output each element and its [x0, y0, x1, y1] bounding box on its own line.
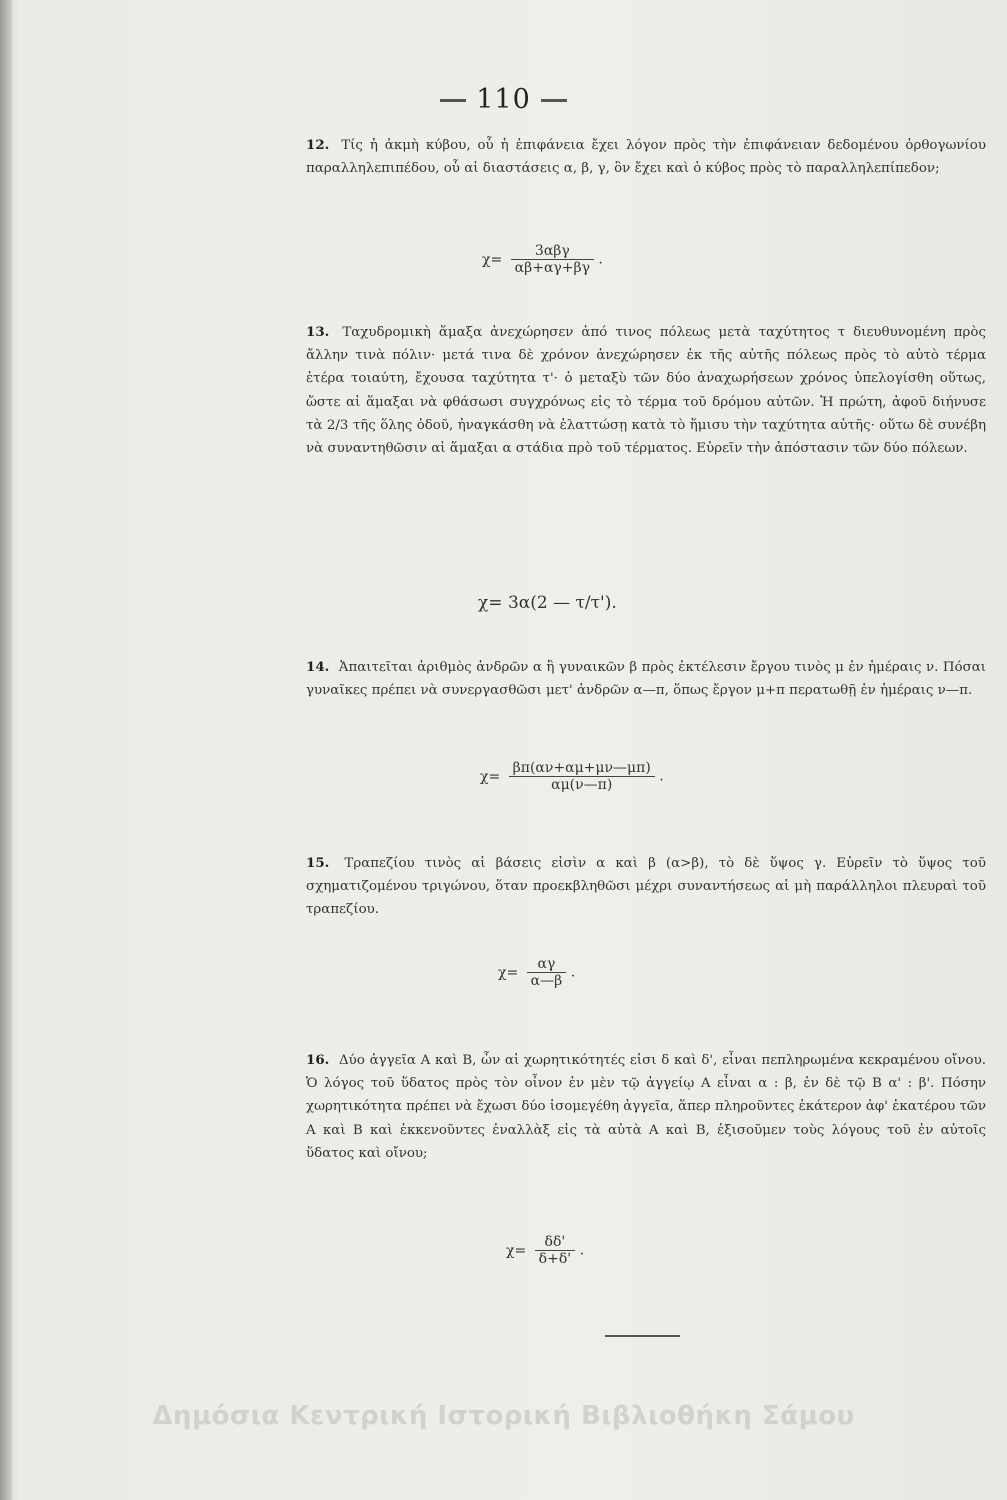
- formula-tail: .: [579, 1242, 585, 1259]
- fraction: [511, 243, 594, 276]
- formula-16: [506, 1234, 584, 1267]
- problem-text: Ἀπαιτεῖται ἀριθμὸς ἀνδρῶν α ἢ γυναικῶν β πρὸς ἐκτέλεσιν ἔργου τινὸς μ ἐν ἡμέραις ν. Πόσαι γυναῖκες πρέπει νὰ συνεργασθῶσι μετ' ἀνδρῶν α—π, ὅπως ἔργον μ+π περατωθῇ ἐν ἡμέραις ν—π.: [306, 660, 987, 699]
- formula-15: [498, 956, 575, 989]
- problem-15: [306, 852, 986, 922]
- problem-13: [306, 321, 986, 460]
- fraction: [535, 1234, 575, 1267]
- denominator: δ+δ': [538, 1251, 572, 1267]
- formula-expression: χ= 3α(2 — τ/τ').: [478, 593, 617, 613]
- library-watermark: Δημόσια Κεντρική Ιστορική Βιβλιοθήκη Σάμου: [152, 1401, 855, 1431]
- problem-16: [306, 1049, 986, 1165]
- numerator: 3αβγ: [511, 243, 594, 260]
- problem-number: 15.: [306, 855, 330, 871]
- fraction: [509, 760, 655, 793]
- problem-number: 12.: [306, 137, 330, 153]
- problem-text: Δύο ἀγγεῖα Α καὶ Β, ὧν αἱ χωρητικότητές εἰσι δ καὶ δ', εἶναι πεπληρωμένα κεκραμένου οἴνου. Ὁ λόγος τοῦ ὕδατος πρὸς τὸν οἶνον ἐν μὲν τῷ ἀγγείῳ Α εἶναι α : β, ἐν δὲ τῷ Β α' : β'. Πόσην χωρητικότητα πρέπει νὰ ἔχωσι δύο ἰσομεγέθη ἀγγεῖα, ἅπερ πληροῦντες ἑκάτερον ἀφ' ἑκατέρου τῶν Α καὶ Β καὶ ἐκκενοῦντες ἐναλλὰξ εἰς τὰ αὐτὰ Α καὶ Β, ἐξισοῦμεν τοὺς λόγους τοῦ ἐν αὐτοῖς ὕδατος καὶ οἴνου;: [306, 1053, 986, 1161]
- numerator: αγ: [527, 956, 567, 973]
- problem-text: Τραπεζίου τινὸς αἱ βάσεις εἰσὶν α καὶ β (α>β), τὸ δὲ ὕψος γ. Εὑρεῖν τὸ ὕψος τοῦ σχηματιζομένου τριγώνου, ὅταν προεκβληθῶσι μέχρι συναντήσεως αἱ μὴ παράλληλοι πλευραὶ τοῦ τραπεζίου.: [306, 856, 986, 918]
- binding-edge: [0, 0, 12, 1500]
- formula-12: [482, 243, 603, 276]
- numerator: βπ(αν+αμ+μν—μπ): [509, 760, 655, 777]
- problem-number: 14.: [306, 659, 330, 675]
- formula-lhs: χ=: [498, 964, 519, 981]
- formula-tail: .: [570, 964, 576, 981]
- formula-tail: .: [598, 251, 603, 268]
- formula-13: [478, 593, 617, 613]
- denominator: αμ(ν—π): [551, 777, 613, 793]
- problem-12: [306, 134, 986, 180]
- numerator: δδ': [535, 1234, 575, 1251]
- problem-number: 13.: [306, 324, 330, 340]
- formula-tail: .: [659, 768, 664, 785]
- formula-14: [480, 760, 664, 793]
- formula-lhs: χ=: [480, 768, 501, 785]
- denominator: α—β: [530, 973, 563, 989]
- problem-text: Ταχυδρομικὴ ἅμαξα ἀνεχώρησεν ἀπό τινος πόλεως μετὰ ταχύτητος τ διευθυνομένη πρὸς ἄλλην τινὰ πόλιν· μετά τινα δὲ χρόνον ἀνεχώρησεν ἐκ τῆς αὐτῆς πόλεως πρὸς τὸ αὐτὸ τέρμα ἑτέρα τοιαύτη, ἔχουσα ταχύτητα τ'· ὁ μεταξὺ τῶν δύο ἀναχωρήσεων χρόνος ὑπελογίσθη οὕτως, ὥστε αἱ ἅμαξαι νὰ φθάσωσι συγχρόνως εἰς τὸ τέρμα τοῦ δρόμου αὐτῶν. Ἡ πρώτη, ἀφοῦ διήνυσε τὰ 2/3 τῆς ὅλης ὁδοῦ, ἠναγκάσθη νὰ ἐλαττώσῃ κατὰ τὸ ἥμισυ τὴν ταχύτητα αὐτῆς· οὕτω δὲ συνέβη νὰ συναντηθῶσιν αἱ ἅμαξαι α στάδια πρὸ τοῦ τέρματος. Εὑρεῖν τὴν ἀπόστασιν τῶν δύο πόλεων.: [306, 325, 986, 457]
- end-rule: [605, 1335, 680, 1337]
- problem-14: [306, 656, 986, 702]
- page-number: 110: [430, 84, 577, 115]
- formula-lhs: χ=: [506, 1242, 527, 1259]
- formula-lhs: χ=: [482, 251, 503, 268]
- fraction: [527, 956, 567, 989]
- problem-text: Τίς ἡ ἀκμὴ κύβου, οὗ ἡ ἐπιφάνεια ἔχει λόγον πρὸς τὴν ἐπιφάνειαν δεδομένου ὀρθογωνίου παραλληλεπιπέδου, οὗ αἱ διαστάσεις α, β, γ, ὃν ἔχει καὶ ὁ κύβος πρὸς τὸ παραλληλεπίπεδον;: [306, 138, 986, 177]
- denominator: αβ+αγ+βγ: [514, 260, 590, 276]
- problem-number: 16.: [306, 1052, 330, 1068]
- page-header: [0, 84, 1007, 115]
